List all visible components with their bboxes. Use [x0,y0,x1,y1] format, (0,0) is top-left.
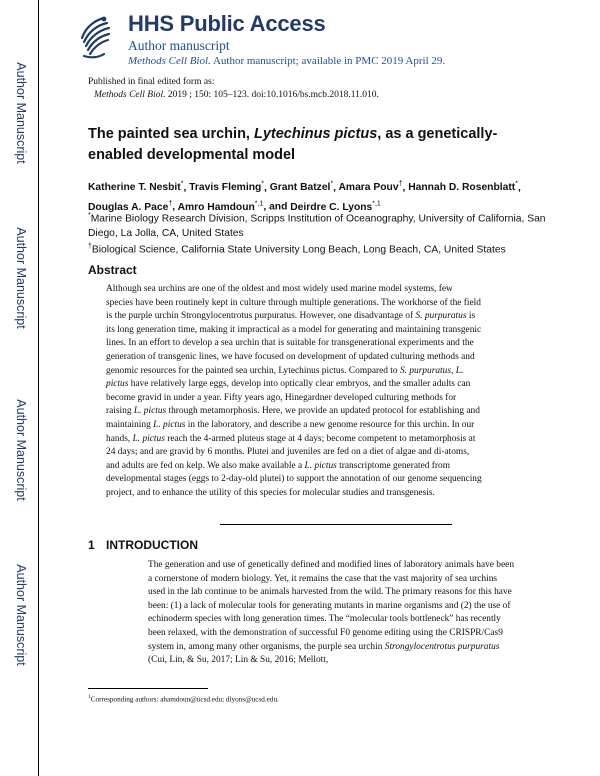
introduction-body: The generation and use of genetically defined and modified lines of laboratory animals have been a cornerstone of modern biology. Yet, it remains the case that the vast majority of sea urchins used in the lab continue to be animals harvested from the wild. The primary reasons for this have been: (1) a lack of molecular tools for generating mutants in marine organisms and (2) the use of echinoderm species with long generation times. The “molecular tools bottleneck” has recently been relaxed, with the demonstration of successful F0 genome editing using the CRISPR/Cas9 system in, among many other organisms, the purple sea urchin Strongylocentrotus purpuratus (Cui, Lin, & Su, 2017; Lin & Su, 2016; Mellott, [148,560,515,666]
author: Deirdre C. Lyons$^{*,1}$ [290,200,381,213]
author: Hannah D. Rosenblatt* [408,181,518,194]
introduction-heading [88,538,198,552]
affiliation-csulb: †Biological Science, California State University Long Beach, Long Beach, CA, United States [88,243,506,256]
section-number: 1 [88,538,95,552]
publication-info [88,76,379,102]
hhs-public-access-title: HHS Public Access [128,11,326,36]
availability-line [128,55,445,67]
citation-details: 2019 ; 150: 105–123. doi:10.1016/bs.mcb.2018.11.010. [167,90,379,100]
section-divider [220,524,452,525]
author: Amara Pouv† [338,181,403,194]
availability-text: Author manuscript; available in PMC 2019 April 29. [212,55,446,67]
author: Grant Batzel* [269,181,334,194]
citation-journal: Methods Cell Biol. [94,90,166,100]
footnote-rule [88,688,208,689]
citation [88,89,379,102]
abstract-heading: Abstract [88,263,137,277]
author: Katherine T. Nesbit* [88,181,184,194]
author-list: Katherine T. Nesbit*, Travis Fleming*, Grant Batzel*, Amara Pouv†, Hannah D. Rosenblatt*, Douglas A. Pace†, Amro Hamdoun$^{*,1}$, and Deirdre C. Lyons$^{*,1}$ [88,181,521,213]
published-label: Published in final edited form as: [88,77,215,87]
author-manuscript-label: Author manuscript [128,38,230,53]
hhs-eagle-logo-icon [78,14,112,62]
abstract-body: Although sea urchins are one of the oldest and most widely used marine model systems, few species have been routinely kept in culture through multiple generations. The workhorse of the field is the purple urchin Strongylocentrotus purpuratus. However, one disadvantage of S. purpuratus is its long generation time, making it impractical as a model for generating and maintaining transgenic lines. In an effort to develop a sea urchin that is suitable for transgenerational experiments and the generation of transgenic lines, we have focused on development of updated culturing methods and genomic resources for the painted sea urchin, Lytechinus pictus. Compared to S. purpuratus, L. pictus have relatively large eggs, develop into optically clear embryos, and the smaller adults can become gravid in under a year. Fifty years ago, Hinegardner developed culturing methods for raising L. pictus through metamorphosis. Here, we provide an updated protocol for establishing and maintaining L. pictus in the laboratory, and describe a new genome resource for this urchin. In our hands, L. pictus reach the 4-armed pluteus stage at 4 days; become competent to metamorphosis at 24 days; and are gravid by 6 months. Plutei and juveniles are fed on a diet of algae and di-atoms, and adults are fed on kelp. We also make available a L. pictus transcriptome generated from developmental stages (eggs to 2-day-old plutei) to support the annotation of our genome sequencing project, and to enhance the utility of this species for molecular studies and transgenesis. [106,284,482,498]
author: Travis Fleming* [189,181,265,194]
affiliation-scripps: *Marine Biology Research Division, Scripps Institution of Oceanography, University of California, San Diego, La Jolla, CA, United States [88,212,546,240]
title-species: Lytechinus pictus [253,126,378,142]
article-title: The painted sea urchin, Lytechinus pictus, as a genetically-enabled developmental model [88,126,498,163]
journal-name: Methods Cell Biol. [128,55,211,67]
author: Douglas A. Pace† [88,200,173,213]
section-title: INTRODUCTION [106,538,198,552]
author-manuscript-sidebar: Author Manuscript Author Manuscript Author Manuscript Author Manuscript [0,0,39,776]
corresponding-authors-footnote: $^1$Corresponding authors: ahamdoun@ucsd.edu; dlyons@ucsd.edu. [88,694,279,704]
author: Amro Hamdoun$^{*,1}$ [177,200,264,213]
